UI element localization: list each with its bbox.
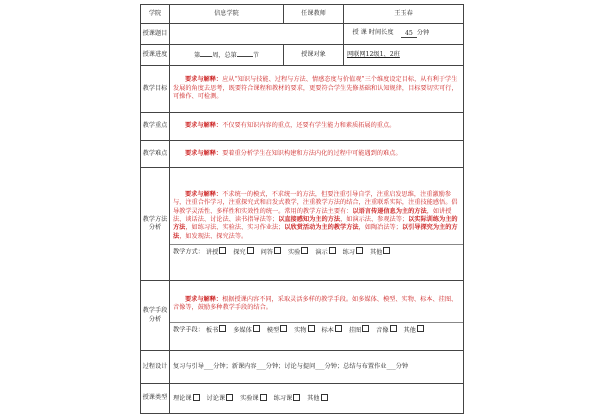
checkbox-icon[interactable] [383, 247, 390, 254]
checkbox-icon[interactable] [280, 325, 287, 332]
checkbox-icon[interactable] [260, 394, 267, 401]
week-mid: 周，总第 [212, 52, 237, 60]
methods-t2: ，如讲授法、谈话法、讨论法、读书指导法等； [173, 207, 452, 224]
target-label: 授课对象 [284, 45, 344, 66]
checkbox-icon[interactable] [247, 247, 254, 254]
checkbox-icon[interactable] [329, 247, 336, 254]
methods-b4: 以欣赏活动为主的教学方法 [284, 224, 359, 232]
checkbox-icon[interactable] [362, 325, 369, 332]
means-divider [170, 322, 463, 323]
key-points-heading: 要求与解释： [185, 122, 223, 130]
methods-b5: 以引导探究为主的方法 [173, 224, 458, 240]
methods-cell[interactable] [170, 168, 464, 281]
methods-t6: ，如发现法、探究法等。 [179, 232, 248, 240]
checkbox-icon[interactable] [219, 247, 226, 254]
checkbox-icon[interactable] [293, 394, 300, 401]
topic-row [141, 24, 464, 45]
method-option-other[interactable]: 其他 [370, 249, 390, 256]
means-heading: 要求与解释： [185, 295, 223, 303]
method-option-experiment[interactable]: 实验 [288, 249, 308, 256]
progress-row [141, 45, 464, 66]
teacher-value[interactable]: 王玉春 [344, 5, 464, 24]
teacher-label: 任课教师 [284, 5, 344, 24]
lesson-type-label: 授课类型 [141, 384, 170, 414]
checkbox-icon[interactable] [274, 247, 281, 254]
means-cell[interactable] [170, 281, 464, 351]
methods-b2: 以直接感知为主的方法 [278, 216, 341, 224]
lesson-plan-table [140, 4, 464, 414]
objectives-body: 应从“知识与技能、过程与方法、情感态度与价值观”三个维度设定目标，从有利于学生发展的角度去思考，既要符合课程和教材的要求，更要符合学生先修基础和认知规律，目标要切实可行，可操作、可检测。 [173, 76, 458, 101]
duration-cell [344, 24, 464, 45]
week-suffix: 节 [252, 52, 260, 60]
college-value[interactable]: 信息学院 [170, 5, 284, 24]
week-prefix: 第 [193, 52, 201, 60]
lesson-plan-form [140, 4, 463, 414]
methods-row [141, 168, 464, 281]
means-row [141, 281, 464, 351]
checkbox-icon[interactable] [226, 394, 233, 401]
topic-field[interactable] [170, 24, 344, 45]
key-points-row [141, 113, 464, 141]
objectives-row [141, 66, 464, 113]
college-label: 学院 [141, 5, 170, 24]
methods-t4: ，如练习法、实验法、实习作业法； [185, 224, 285, 232]
method-option-practice[interactable]: 练习 [343, 249, 363, 256]
process-row [141, 351, 464, 384]
checkbox-icon[interactable] [219, 325, 226, 332]
difficulties-label: 教学难点 [141, 141, 170, 168]
methods-label: 教学方法分析 [141, 168, 170, 281]
checkbox-icon[interactable] [253, 325, 260, 332]
methods-b3: 以实际训练为主的方法 [173, 216, 458, 232]
type-option-lab[interactable]: 实验课 [240, 395, 267, 402]
means-body: 根据授课内容不同，采取灵活多样的教学手段。如多媒体、模型、实物、标本、挂图、音像等，鼓励多种教学手段的结合。 [173, 295, 458, 312]
method-option-qa[interactable]: 问答 [261, 249, 281, 256]
checkbox-icon[interactable] [301, 247, 308, 254]
method-option-inquiry[interactable]: 探究 [233, 249, 253, 256]
type-option-theory[interactable]: 理论课 [173, 395, 200, 402]
methods-text [173, 191, 460, 241]
methods-b1: 以语言传递信息为主的方法 [352, 207, 427, 215]
difficulties-text[interactable] [170, 141, 464, 168]
means-option-specimen[interactable]: 标本 [321, 327, 341, 334]
methods-divider [170, 244, 463, 245]
methods-heading: 要求与解释： [185, 190, 223, 198]
means-options [173, 325, 460, 335]
methods-t5: ，如陶冶法等； [358, 224, 402, 232]
method-option-lecture[interactable]: 讲授 [206, 249, 226, 256]
lesson-type-options [170, 384, 464, 414]
process-label: 过程设计 [141, 351, 170, 384]
progress-field[interactable] [170, 45, 284, 66]
checkbox-icon[interactable] [356, 247, 363, 254]
target-value[interactable]: 网联网12级1、2班 [344, 45, 464, 66]
week-blank[interactable] [200, 49, 212, 57]
checkbox-icon[interactable] [321, 394, 328, 401]
checkbox-icon[interactable] [390, 325, 397, 332]
means-option-other[interactable]: 其他 [404, 327, 424, 334]
means-label: 教学手段分析 [141, 281, 170, 351]
lesson-type-row [141, 384, 464, 414]
objectives-label: 教学目标 [141, 66, 170, 113]
checkbox-icon[interactable] [193, 394, 200, 401]
type-option-other[interactable]: 其他 [307, 395, 327, 402]
session-blank[interactable] [237, 49, 253, 57]
means-summary-label: 教学手段： [173, 326, 204, 334]
key-points-text[interactable] [170, 113, 464, 141]
checkbox-icon[interactable] [308, 325, 315, 332]
duration-value[interactable]: 45 [401, 30, 417, 38]
method-option-demo[interactable]: 演示 [315, 249, 335, 256]
checkbox-icon[interactable] [335, 325, 342, 332]
methods-t3: ，如演示法、参观法等； [340, 216, 409, 224]
means-text [173, 296, 460, 313]
methods-options [173, 247, 460, 257]
header-row [141, 5, 464, 24]
checkbox-icon[interactable] [417, 325, 424, 332]
means-option-board[interactable]: 板书 [206, 327, 226, 334]
key-points-body: 不仅要有知识内容的重点，还要有学生能力和素质拓展的重点。 [222, 122, 396, 130]
means-option-object[interactable]: 实物 [294, 327, 314, 334]
process-text[interactable]: 复习与引导___分钟；新课内容___分钟；讨论与提问___分钟；总结与布置作业___分钟 [170, 351, 464, 384]
objectives-text[interactable] [170, 66, 464, 113]
type-option-practice[interactable]: 练习课 [274, 395, 301, 402]
means-option-chart[interactable]: 挂图 [349, 327, 369, 334]
means-option-multimedia[interactable]: 多媒体 [233, 327, 260, 334]
methods-summary-label: 教学方式： [173, 248, 204, 256]
objectives-heading: 要求与解释： [185, 76, 223, 84]
difficulties-row [141, 141, 464, 168]
difficulties-heading: 要求与解释： [185, 149, 223, 157]
means-option-model[interactable]: 模型 [267, 327, 287, 334]
topic-label: 授课题目 [141, 24, 170, 45]
means-option-av[interactable]: 音像 [376, 327, 396, 334]
type-option-discussion[interactable]: 讨论课 [207, 395, 234, 402]
duration-label: 授 课 时间长度 [352, 29, 394, 37]
key-points-label: 教学重点 [141, 113, 170, 141]
difficulties-body: 要着重分析学生在知识构建和方法内化的过程中可能遇到的难点。 [222, 149, 402, 157]
methods-t1: 不求统一的模式，不求统一的方法，但要注重引导自学，注重启发思维，注重激励参与，注重合作学习，注重探究式和启发式教学，注重教学方法的结合，注重联系实际，注重技能感悟。倡导教学灵活性、多样性和实效性的统一。常用的教学方法主要有： [173, 190, 458, 215]
duration-unit: 分钟 [416, 30, 430, 38]
progress-label: 授课进度 [141, 45, 170, 66]
